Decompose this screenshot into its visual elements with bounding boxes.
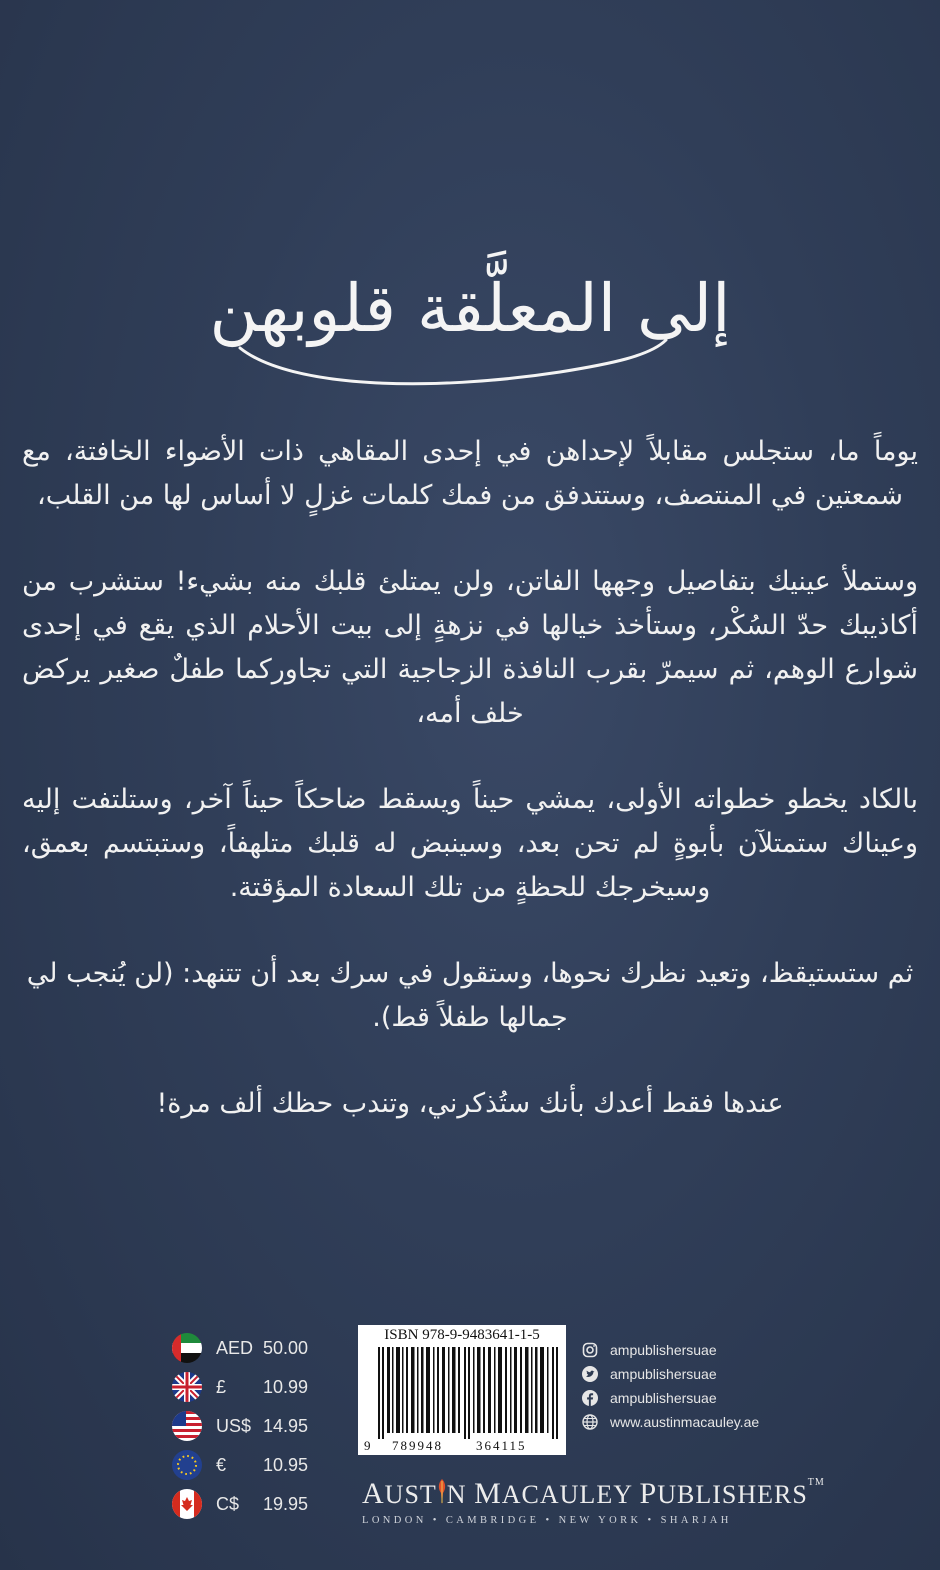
price-row xyxy=(168,1447,318,1486)
uae-flag-icon xyxy=(172,1333,202,1363)
price-amount: 19.95 xyxy=(263,1494,309,1514)
barcode-digits-left: 789948 xyxy=(392,1438,443,1453)
price-list xyxy=(168,1330,318,1525)
price-amount: 10.95 xyxy=(263,1455,309,1475)
title-swash-ornament xyxy=(230,330,670,390)
barcode-digit: 9 xyxy=(364,1438,371,1453)
publisher-cities: LONDON • CAMBRIDGE • NEW YORK • SHARJAH xyxy=(362,1515,732,1526)
isbn-number: ISBN 978-9-9483641-1-5 xyxy=(384,1327,540,1343)
currency-label: € xyxy=(216,1455,227,1475)
price-row xyxy=(168,1369,318,1408)
price-row xyxy=(168,1330,318,1369)
currency-label: C$ xyxy=(216,1494,240,1514)
uk-flag-icon xyxy=(172,1372,202,1402)
publisher-name: AUST N MACAULEY PUBLISHERS™ xyxy=(362,1477,825,1510)
blurb-paragraph: عندها فقط أعدك بأنك ستُذكرني، وتندب حظك ألف مرة! xyxy=(156,1088,784,1119)
blurb-paragraph: ثم ستستيقظ، وتعيد نظرك نحوها، وستقول في سرك بعد أن تتنهد: (لن يُنجب لي جمالها طفلاً قط). xyxy=(26,958,914,1033)
twitter-icon xyxy=(582,1366,598,1382)
barcode-bars xyxy=(378,1347,558,1439)
facebook-icon xyxy=(582,1390,598,1406)
publisher-block xyxy=(362,1477,825,1526)
book-title: إلى المعلَّقة قلوبهن xyxy=(209,270,731,347)
blurb-paragraph: وستملأ عينيك بتفاصيل وجهها الفاتن، ولن يمتلئ قلبك منه بشيء! ستشرب من أكاذيبك حدّ السُكْر، وستأخذ خيالها في نزهةٍ إلى بيت الأحلام الذي يقع في إحدى شوارع الوهم، ثم سيمرّ بقرب النافذة الزجاجية التي تجاوركما طفلٌ صغير يركض خلف أمه، xyxy=(22,566,918,729)
blurb-paragraph: يوماً ما، ستجلس مقابلاً لإحداهن في إحدى المقاهي ذات الأضواء الخافتة، مع شمعتين في المنتصف، وستتدفق من فمك كلمات غزلٍ لا أساس لها من القلب، xyxy=(22,436,918,511)
currency-label: US$ xyxy=(216,1416,252,1436)
price-row xyxy=(168,1408,318,1447)
price-amount: 10.99 xyxy=(263,1377,309,1397)
price-amount: 14.95 xyxy=(263,1416,309,1436)
currency-label: AED xyxy=(216,1338,254,1358)
facebook-handle: ampublishersuae xyxy=(610,1390,717,1406)
instagram-icon xyxy=(582,1342,598,1358)
price-amount: 50.00 xyxy=(263,1338,309,1358)
instagram-handle: ampublishersuae xyxy=(610,1342,717,1358)
us-flag-icon xyxy=(172,1411,202,1441)
globe-icon xyxy=(582,1414,598,1430)
eu-flag-icon xyxy=(172,1450,202,1480)
price-row xyxy=(168,1486,318,1525)
twitter-handle: ampublishersuae xyxy=(610,1366,717,1382)
isbn-barcode xyxy=(358,1325,566,1455)
quill-logo-icon xyxy=(437,1479,447,1505)
website-url: www.austinmacauley.ae xyxy=(610,1414,760,1430)
barcode-digits-right: 364115 xyxy=(476,1438,527,1453)
canada-flag-icon xyxy=(172,1489,202,1519)
currency-label: £ xyxy=(216,1377,227,1397)
blurb-paragraph: بالكاد يخطو خطواته الأولى، يمشي حيناً ويسقط ضاحكاً حيناً آخر، وستلتفت إليه وعيناك ستمتلآن بأبوةٍ لم تحن بعد، وسينبض له قلبك متلهفاً، وستبتسم بعمق، وسيخرجك للحظةٍ من تلك السعادة المؤقتة. xyxy=(22,784,918,903)
blurb-text xyxy=(22,430,918,1168)
